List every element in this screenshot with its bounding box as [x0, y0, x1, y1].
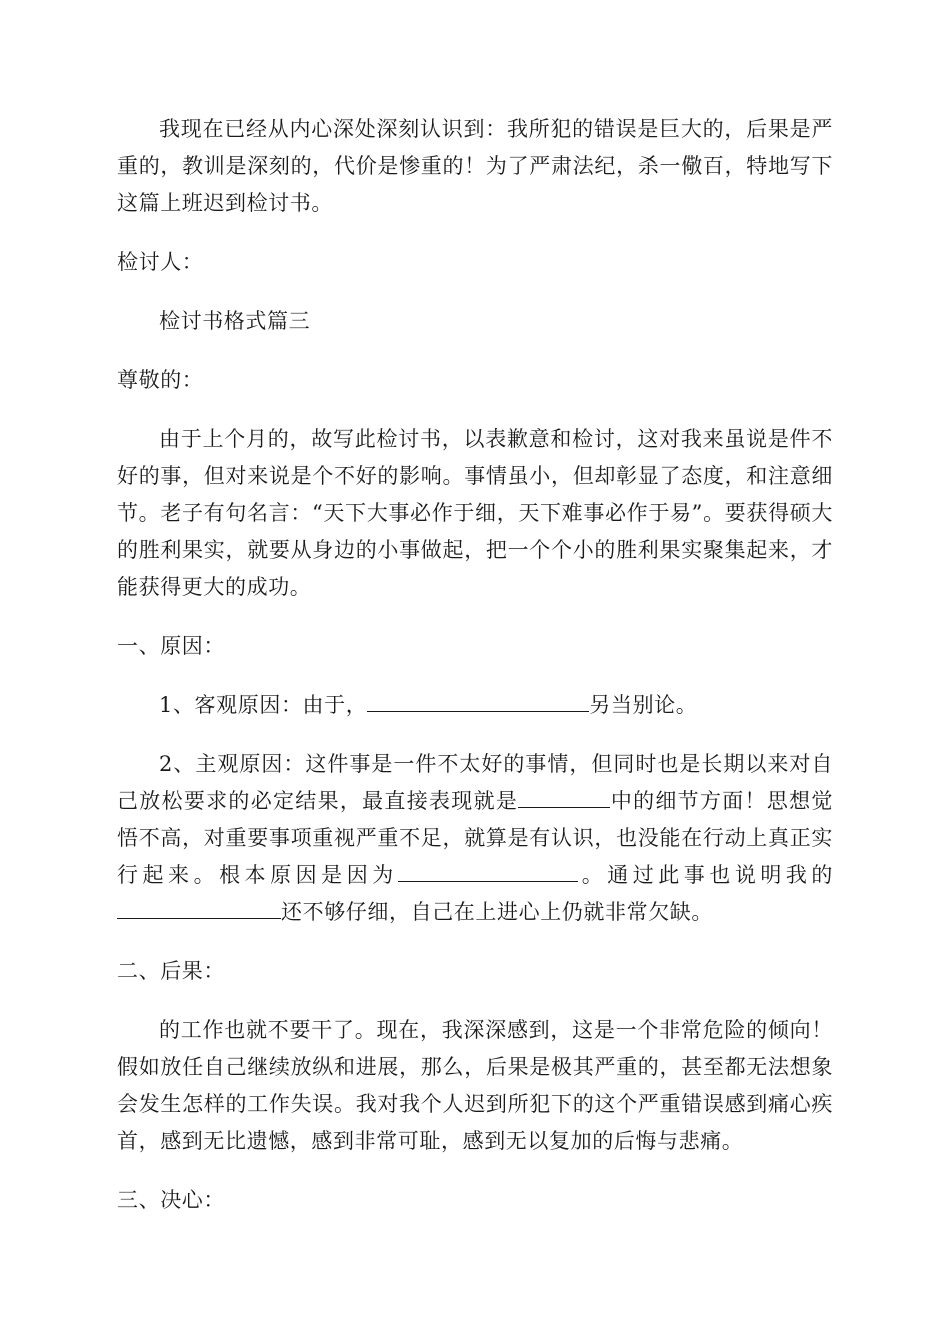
reason-objective-text: 1、客观原因：由于， [159, 693, 368, 717]
fill-in-blank [117, 896, 281, 919]
consequence-heading: 二、后果： [117, 959, 225, 983]
fill-in-blank [398, 859, 578, 882]
signer-label: 检讨人： [117, 250, 204, 274]
paragraph-apology-conclusion: 我现在已经从内心深处深刻认识到：我所犯的错误是巨大的，后果是严重的，教训是深刻的，代价是惨重的！为了严肃法纪，杀一儆百，特地写下这篇上班迟到检讨书。 [117, 117, 833, 215]
reasons-heading: 一、原因： [117, 634, 225, 658]
reason-subjective-text-3: 。通过此事也说明我的 [577, 863, 833, 887]
paragraph-consequence: 的工作也就不要干了。现在，我深深感到，这是一个非常危险的倾向！假如放任自己继续放纵和进展，那么，后果是极其严重的，甚至都无法想象会发生怎样的工作失误。我对我个人迟到所犯下的这个严重错误感到痛心疾首，感到无比遗憾，感到非常可耻，感到无以复加的后悔与悲痛。 [117, 1018, 833, 1153]
reason-subjective-text-4: 还不够仔细，自己在上进心上仍就非常欠缺。 [281, 900, 713, 924]
reason-subjective-text-2: 中的细节方面！思想觉悟不高，对重要事项重视严重不足，就算是有认识，也没能在行动上真正实行起来。根本原因是因为 [117, 789, 833, 887]
reason-objective-tail: 另当别论。 [589, 693, 698, 717]
fill-in-blank [518, 785, 610, 808]
paragraph-introduction: 由于上个月的，故写此检讨书，以表歉意和检讨，这对我来虽说是件不好的事，但对来说是个不好的影响。事情虽小，但却彰显了态度，和注意细节。老子有句名言：“天下大事必作于细，天下难事必作于易”。要获得硕大的胜利果实，就要从身边的小事做起，把一个个小的胜利果实聚集起来，才能获得更大的成功。 [117, 427, 833, 599]
document-page [117, 111, 833, 1241]
section-title: 检讨书格式篇三 [159, 309, 311, 333]
reason-subjective [117, 746, 833, 931]
reason-objective [117, 687, 833, 724]
resolve-heading: 三、决心： [117, 1188, 225, 1212]
salutation: 尊敬的： [117, 368, 204, 392]
fill-in-blank [367, 689, 589, 712]
reason-subjective-text-1: 2、主观原因：这件事是一件不太好的事情，但同时也是长期以来对自己放松要求的必定结果，最直接表现就是 [117, 752, 833, 813]
